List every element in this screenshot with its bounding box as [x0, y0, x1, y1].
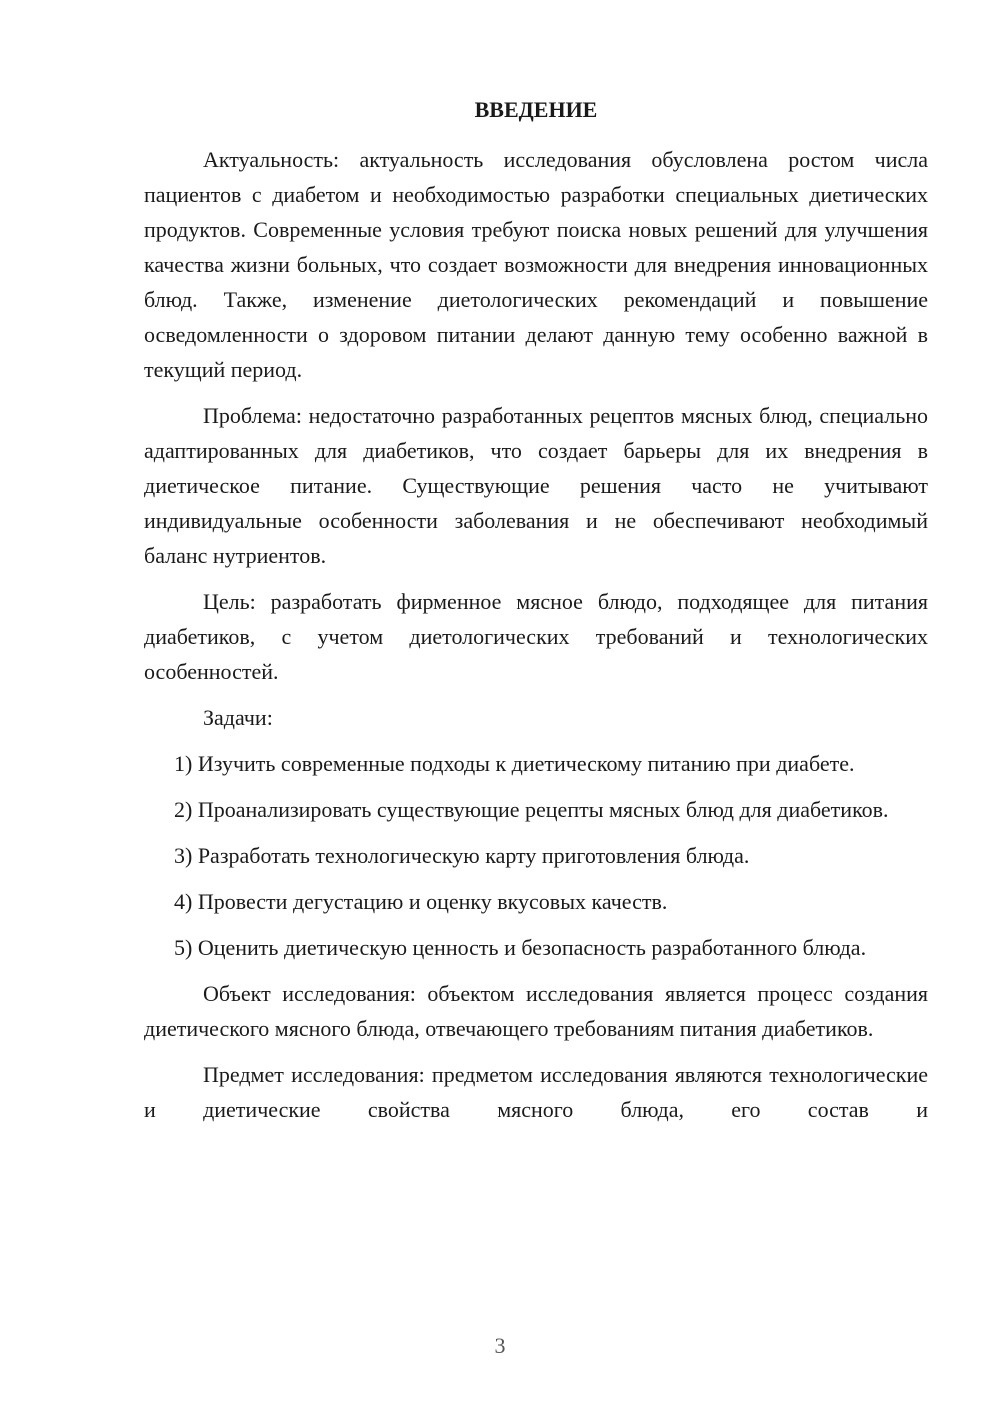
problem-paragraph: Проблема: недостаточно разработанных рецептов мясных блюд, специально адаптированных для диабетиков, что создает барьеры для их внедрения в диетическое питание. Существующие решения часто не учитывают индивидуальные особенности заболевания и не обеспечивают необходимый баланс нутриентов. [144, 403, 928, 568]
task-item: 4) Провести дегустацию и оценку вкусовых качеств. [174, 889, 668, 914]
object-paragraph: Объект исследования: объектом исследования является процесс создания диетического мясного блюда, отвечающего требованиям питания диабетиков. [144, 981, 928, 1041]
goal-paragraph: Цель: разработать фирменное мясное блюдо, подходящее для питания диабетиков, с учетом диетологических требований и технологических особенностей. [144, 589, 928, 684]
tasks-label: Задачи: [203, 705, 273, 730]
relevance-paragraph: Актуальность: актуальность исследования обусловлена ростом числа пациентов с диабетом и необходимостью разработки специальных диетических продуктов. Современные условия требуют поиска новых решений для улучшения качества жизни больных, что создает возможности для внедрения инновационных блюд. Также, изменение диетологических рекомендаций и повышение осведомленности о здоровом питании делают данную тему особенно важной в текущий период. [144, 147, 928, 382]
subject-paragraph: Предмет исследования: предметом исследования являются технологические и диетические свойства мясного блюда, его состав и [144, 1062, 928, 1122]
section-title: ВВЕДЕНИЕ [474, 97, 598, 122]
document-page [144, 92, 928, 1127]
tasks-list [144, 746, 928, 965]
page-number: 3 [494, 1333, 506, 1358]
task-item: 1) Изучить современные подходы к диетическому питанию при диабете. [174, 751, 855, 776]
task-item: 3) Разработать технологическую карту приготовления блюда. [174, 843, 750, 868]
task-item: 5) Оценить диетическую ценность и безопасность разработанного блюда. [174, 935, 867, 960]
task-item: 2) Проанализировать существующие рецепты мясных блюд для диабетиков. [174, 797, 889, 822]
